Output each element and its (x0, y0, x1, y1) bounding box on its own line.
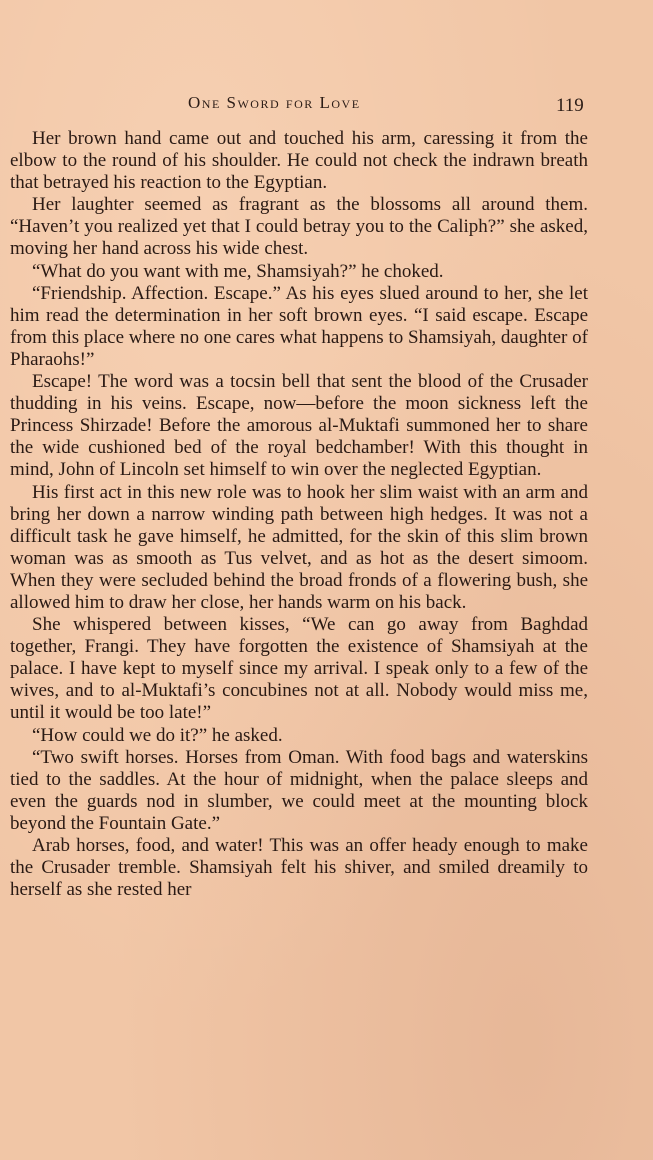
paragraph-4: “Friendship. Affection. Escape.” As his eyes slued around to her, she let him read the determination in her soft brown eyes. “I said escape. Escape from this place where no one cares what happens to Shamsiyah, daughter of Pharaohs!” (10, 282, 588, 370)
paragraph-9: “Two swift horses. Horses from Oman. With food bags and waterskins tied to the saddles. At the hour of midnight, when the palace sleeps and even the guards nod in slumber, we could meet at the mounting block beyond the Fountain Gate.” (10, 746, 588, 834)
paragraph-7: She whispered between kisses, “We can go away from Baghdad together, Frangi. They have forgotten the existence of Shamsiyah at the palace. I have kept to myself since my arrival. I speak only to a few of the wives, and to al-Muktafi’s concubines not at all. Nobody would miss me, until it would be too late!” (10, 614, 588, 724)
paragraph-5: Escape! The word was a tocsin bell that sent the blood of the Crusader thudding in his veins. Escape, now—before the moon sickness left the Princess Shirzade! Before the amorous al-Muktafi summoned her to share the wide cushioned bed of the royal bedchamber! With this thought in mind, John of Lincoln set himself to win over the neglected Egyptian. (10, 371, 588, 481)
running-title: One Sword for Love (188, 93, 361, 112)
page-number: 119 (556, 95, 584, 116)
paragraph-1: Her brown hand came out and touched his arm, caressing it from the elbow to the round of his shoulder. He could not check the indrawn breath that betrayed his reaction to the Egyptian. (10, 128, 588, 194)
running-head (0, 93, 653, 119)
paragraph-6: His first act in this new role was to hook her slim waist with an arm and bring her down a narrow winding path between high hedges. It was not a difficult task he gave himself, he admitted, for the skin of this slim brown woman was as smooth as Tus velvet, and as hot as the desert simoom. When they were secluded behind the broad fronds of a flowering bush, she allowed him to draw her close, her hands warm on his back. (10, 481, 588, 613)
paragraph-10: Arab horses, food, and water! This was an offer heady enough to make the Crusader tremble. Shamsiyah felt his shiver, and smiled dreamily to herself as she rested her (10, 835, 588, 901)
paragraph-8: “How could we do it?” he asked. (32, 724, 283, 746)
paragraph-2: Her laughter seemed as fragrant as the blossoms all around them. “Haven’t you realized yet that I could betray you to the Caliph?” she asked, moving her hand across his wide chest. (10, 194, 588, 260)
body-text (10, 128, 588, 901)
paragraph-3: “What do you want with me, Shamsiyah?” he choked. (32, 260, 444, 282)
